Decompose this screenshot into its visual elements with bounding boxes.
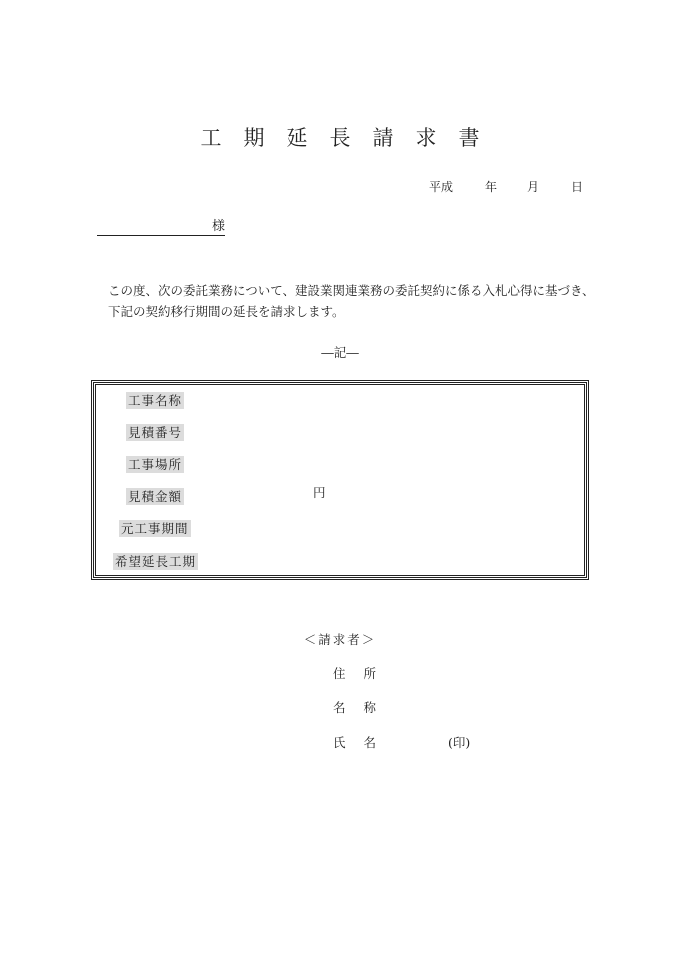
seal-mark: (印) — [448, 735, 471, 750]
addressee-suffix: 様 — [211, 219, 225, 234]
amount-unit: 円 — [313, 485, 326, 500]
body-line-1: この度、次の委託業務について、建設業関連業務の委託契約に係る入札心得に基づき、 — [108, 283, 595, 298]
field-label-project-location: 工事場所 — [128, 457, 183, 472]
page-title: 工期延長請求書 — [200, 126, 502, 150]
field-label-desired-extension: 希望延長工期 — [115, 554, 197, 569]
request-body — [108, 280, 595, 322]
field-label-estimate-number: 見積番号 — [128, 425, 183, 440]
field-label-original-period: 元工事期間 — [121, 521, 189, 536]
addressee-line — [97, 219, 225, 236]
field-label-estimate-amount: 見積金額 — [128, 489, 183, 504]
field-label-project-name: 工事名称 — [128, 393, 183, 408]
details-box — [91, 380, 589, 580]
body-line-2: 下記の契約移行期間の延長を請求します。 — [108, 304, 345, 319]
requester-address-label: 住所 — [333, 666, 395, 681]
date-year-label: 年 — [485, 180, 498, 194]
requester-name-label: 氏名 — [333, 735, 395, 750]
date-month-label: 月 — [527, 180, 540, 194]
date-era: 平成 — [429, 180, 454, 194]
requester-heading: ＜請求者＞ — [303, 632, 377, 647]
ki-heading: ―記― — [321, 345, 359, 360]
date-day-label: 日 — [571, 180, 584, 194]
requester-company-label: 名称 — [333, 700, 395, 715]
